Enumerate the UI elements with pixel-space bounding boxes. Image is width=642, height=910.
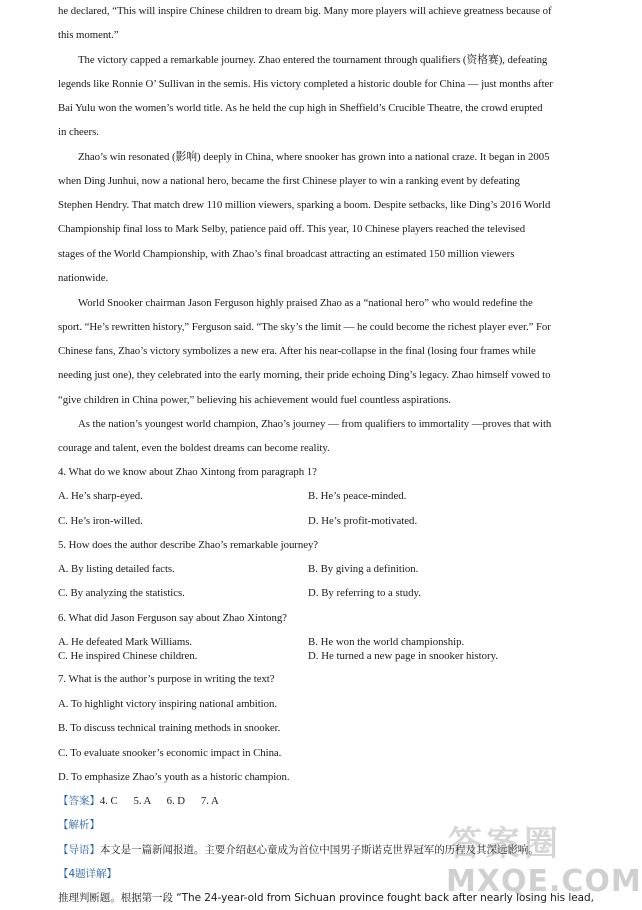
- passage-line: stages of the World Championship, with Zhao’s final broadcast attracting an estimated 150 million viewers: [58, 248, 515, 260]
- option-d: D. To emphasize Zhao’s youth as a historic champion.: [58, 771, 290, 783]
- passage-line: in cheers.: [58, 126, 99, 138]
- option-a: A. By listing detailed facts.: [58, 563, 175, 575]
- passage-line: this moment.”: [58, 29, 119, 41]
- guide-text: 本文是一篇新闻报道。主要介绍赵心童成为首位中国男子斯诺克世界冠军的历程及其深远影响。: [99, 844, 539, 856]
- option-b: B. He won the world championship.: [308, 636, 465, 648]
- option-d: D. He’s profit-motivated.: [308, 515, 418, 527]
- answer-key: [58, 794, 219, 808]
- passage-line: courage and talent, even the boldest dreams can become reality.: [58, 442, 330, 454]
- option-b: B. To discuss technical training methods in snooker.: [58, 722, 281, 734]
- passage-line: As the nation’s youngest world champion, Zhao’s journey — from qualifiers to immortality —proves that with: [78, 418, 552, 430]
- option-d: D. He turned a new page in snooker history.: [308, 650, 498, 662]
- passage-line: legends like Ronnie O’ Sullivan in the semis. His victory completed a historic double for China — just months after: [58, 78, 553, 90]
- option-c: C. To evaluate snooker’s economic impact in China.: [58, 747, 282, 759]
- option-d: D. By referring to a study.: [308, 587, 421, 599]
- option-a: A. To highlight victory inspiring national ambition.: [58, 698, 277, 710]
- passage-line: needing just one), they celebrated into the early morning, their pride echoing Ding’s legacy. Zhao himself vowed to: [58, 369, 551, 381]
- passage-line: The victory capped a remarkable journey. Zhao entered the tournament through qualifiers (资格赛), defeating: [78, 54, 548, 66]
- passage-line: Bai Yulu won the women’s world title. As he held the cup high in Sheffield’s Crucible Theatre, the crowd erupted: [58, 102, 543, 114]
- question-stem: 6. What did Jason Ferguson say about Zhao Xintong?: [58, 612, 287, 624]
- option-b: B. By giving a definition.: [308, 563, 419, 575]
- analysis-label: 【解析】: [58, 819, 100, 831]
- answer-text: 4. C 5. A 6. D 7. A: [99, 795, 219, 807]
- passage-line: sport. “He’s rewritten history,” Ferguson said. “The sky’s the limit — he could become the richest player ever.” For: [58, 321, 551, 333]
- watermark-logo: [440, 812, 642, 910]
- question-stem: 7. What is the author’s purpose in writing the text?: [58, 673, 275, 685]
- passage-line: when Ding Junhui, now a national hero, became the first Chinese player to win a ranking event by defeating: [58, 175, 520, 187]
- detail-text: 推理判断题。根据第一段 “The 24-year-old from Sichuan province fought back after nearly losing his lead,: [58, 892, 594, 904]
- guide-label: 【导语】: [58, 844, 100, 856]
- question-stem: 4. What do we know about Zhao Xintong from paragraph 1?: [58, 466, 317, 478]
- watermark-top-text: 答案圈: [448, 824, 562, 864]
- passage-line: nationwide.: [58, 272, 109, 284]
- option-c: C. He inspired Chinese children.: [58, 650, 198, 662]
- option-c: C. He’s iron-willed.: [58, 515, 143, 527]
- answer-label: 【答案】: [58, 795, 100, 807]
- passage-line: Stephen Hendry. That match drew 110 million viewers, sparking a boom. Despite setbacks, like Ding’s 2016 World: [58, 199, 551, 211]
- watermark-site-text: MXQE.COM: [446, 864, 642, 899]
- option-b: B. He’s peace-minded.: [308, 490, 407, 502]
- passage-line: Zhao’s win resonated (影响) deeply in China, where snooker has grown into a national craze. It began in 2005: [78, 151, 550, 163]
- option-a: A. He’s sharp-eyed.: [58, 490, 143, 502]
- question-stem: 5. How does the author describe Zhao’s remarkable journey?: [58, 539, 319, 551]
- passage-line: Chinese fans, Zhao’s victory symbolizes a new era. After his near-collapse in the final (losing four frames while: [58, 345, 536, 357]
- passage-line: he declared, “This will inspire Chinese children to dream big. Many more players will achieve greatness because of: [58, 5, 552, 17]
- option-c: C. By analyzing the statistics.: [58, 587, 185, 599]
- passage-line: World Snooker chairman Jason Ferguson highly praised Zhao as a “national hero” who would redefine the: [78, 297, 533, 309]
- passage-line: Championship final loss to Mark Selby, patience paid off. This year, 10 Chinese players reached the televised: [58, 223, 526, 235]
- detail-label: 【4题详解】: [58, 868, 117, 880]
- passage-line: “give children in China power,” believing his achievement would fuel countless aspirations.: [58, 394, 451, 406]
- option-a: A. He defeated Mark Williams.: [58, 636, 193, 648]
